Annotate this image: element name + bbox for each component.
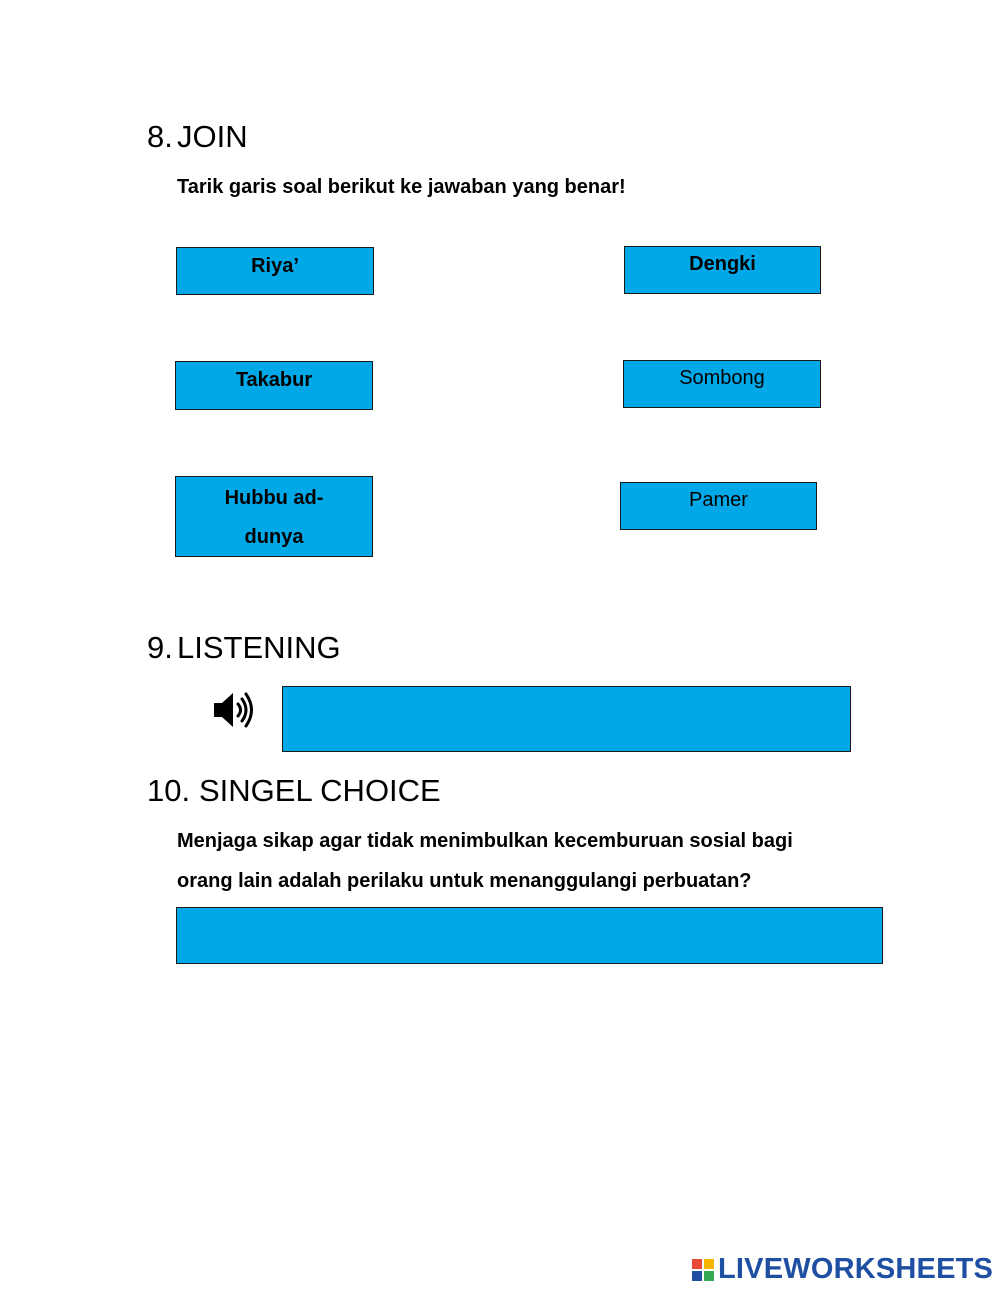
logo-squares-icon xyxy=(692,1259,714,1281)
q8-title-text: JOIN xyxy=(177,119,248,154)
join-right-item-sombong[interactable] xyxy=(623,360,821,408)
join-left-item-hubbu[interactable] xyxy=(175,476,373,557)
join-left-item-takabur[interactable] xyxy=(175,361,373,410)
q10-title-text: SINGEL CHOICE xyxy=(199,773,441,808)
q8-instruction: Tarik garis soal berikut ke jawaban yang benar! xyxy=(177,176,626,198)
q8-title xyxy=(147,121,248,152)
join-left-label-takabur: Takabur xyxy=(235,369,313,391)
q10-number: 10. xyxy=(147,773,191,808)
join-right-label-sombong: Sombong xyxy=(679,367,765,389)
join-right-item-dengki[interactable] xyxy=(624,246,821,294)
q10-question xyxy=(177,821,897,901)
liveworksheets-logo xyxy=(692,1253,993,1286)
join-right-item-pamer[interactable] xyxy=(620,482,817,530)
listening-answer-input[interactable] xyxy=(282,686,851,752)
q9-title-text: LISTENING xyxy=(177,630,341,665)
q9-number: 9. xyxy=(147,630,173,665)
logo-text: LIVEWORKSHEETS xyxy=(718,1253,994,1285)
q10-title xyxy=(147,775,441,806)
q10-question-line1: Menjaga sikap agar tidak menimbulkan kecemburuan sosial bagi xyxy=(177,830,793,852)
q8-number: 8. xyxy=(147,119,173,154)
join-left-label-hubbu-line1: Hubbu ad- xyxy=(224,487,324,509)
q10-question-line2: orang lain adalah perilaku untuk menanggulangi perbuatan? xyxy=(177,870,752,892)
q9-title xyxy=(147,632,341,663)
join-left-label-riya: Riya’ xyxy=(251,255,299,277)
join-left-label-hubbu-line2: dunya xyxy=(244,526,304,548)
single-choice-answer-input[interactable] xyxy=(176,907,883,964)
speaker-icon[interactable] xyxy=(208,688,258,732)
join-right-label-dengki: Dengki xyxy=(689,253,756,275)
join-left-item-riya[interactable] xyxy=(176,247,374,295)
join-right-label-pamer: Pamer xyxy=(689,489,748,511)
